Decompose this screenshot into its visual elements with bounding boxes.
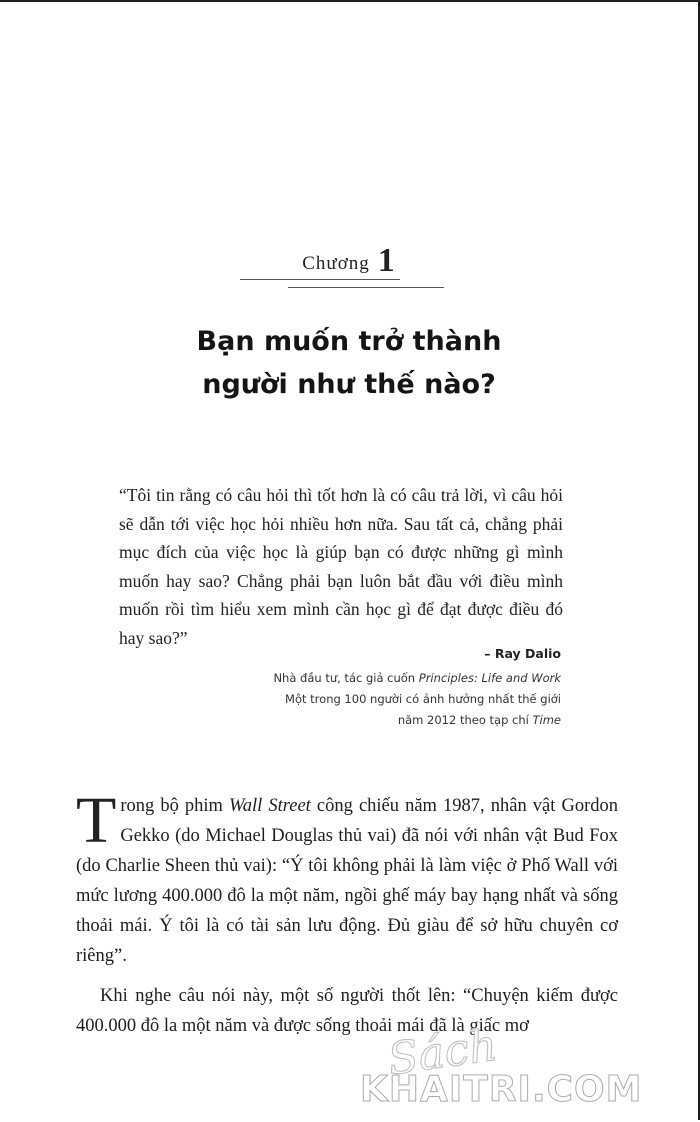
watermark-brand: KHAITRI.COM <box>360 1069 643 1110</box>
watermark-logo <box>360 1019 690 1122</box>
film-title: Wall Street <box>229 796 311 816</box>
attribution-line-1 <box>141 668 561 689</box>
chapter-rule-top <box>240 279 400 280</box>
body-text <box>76 784 618 1041</box>
epigraph-attribution <box>141 668 561 731</box>
attribution-year: năm 2012 theo tạp chí <box>397 713 533 727</box>
chapter-title-line-1: Bạn muốn trở thành <box>196 326 502 357</box>
paragraph-2: Khi nghe câu nói này, một số người thốt lên: “Chuyện kiếm được 400.000 đô la một năm và được sống thoải mái đã là giấc mơ <box>76 986 618 1036</box>
paragraph-1-text-b: công chiếu năm 1987, nhân vật Gordon Gekko (do Michael Douglas thủ vai) đã nói với nhân vật Bud Fox (do Charlie Sheen thủ vai): “Ý tôi không phải là làm việc ở Phố Wall với mức lương 400.000 đô la một năm, ngồi ghế máy bay hạng nhất và sống thoải mái. Ý tôi là có tài sản lưu động. Đủ giàu để sở hữu chuyên cơ riêng”. <box>76 796 618 966</box>
paragraph-1-text-a: rong bộ phim <box>120 796 230 816</box>
attribution-book-title: Principles: Life and Work <box>418 671 561 685</box>
epigraph-author: – Ray Dalio <box>484 646 561 661</box>
paragraph-1 <box>76 784 618 971</box>
attribution-line-2: Một trong 100 người có ảnh hưởng nhất thế giới <box>285 692 561 706</box>
chapter-title-line-2: người như thế nào? <box>202 369 496 400</box>
chapter-rule-bottom <box>288 287 444 288</box>
chapter-title <box>0 320 698 406</box>
drop-cap: T <box>76 784 117 857</box>
watermark-script: Sách <box>384 1019 501 1086</box>
chapter-label: Chương <box>302 253 370 274</box>
chapter-number: 1 <box>377 242 396 279</box>
epigraph-quote: “Tôi tin rằng có câu hỏi thì tốt hơn là có câu trả lời, vì câu hỏi sẽ dẫn tới việc học hỏi nhiều hơn nữa. Sau tất cả, chẳng phải mục đích của việc học là giúp bạn có được những gì mình muốn hay sao? Chẳng phải bạn luôn bắt đầu với điều mình muốn rồi tìm hiểu xem mình cần học gì để đạt được điều đó hay sao?” <box>119 485 563 648</box>
attribution-role: Nhà đầu tư, tác giả cuốn <box>273 671 419 685</box>
attribution-magazine: Time <box>532 713 561 727</box>
chapter-heading <box>0 242 698 280</box>
attribution-line-3 <box>141 710 561 731</box>
